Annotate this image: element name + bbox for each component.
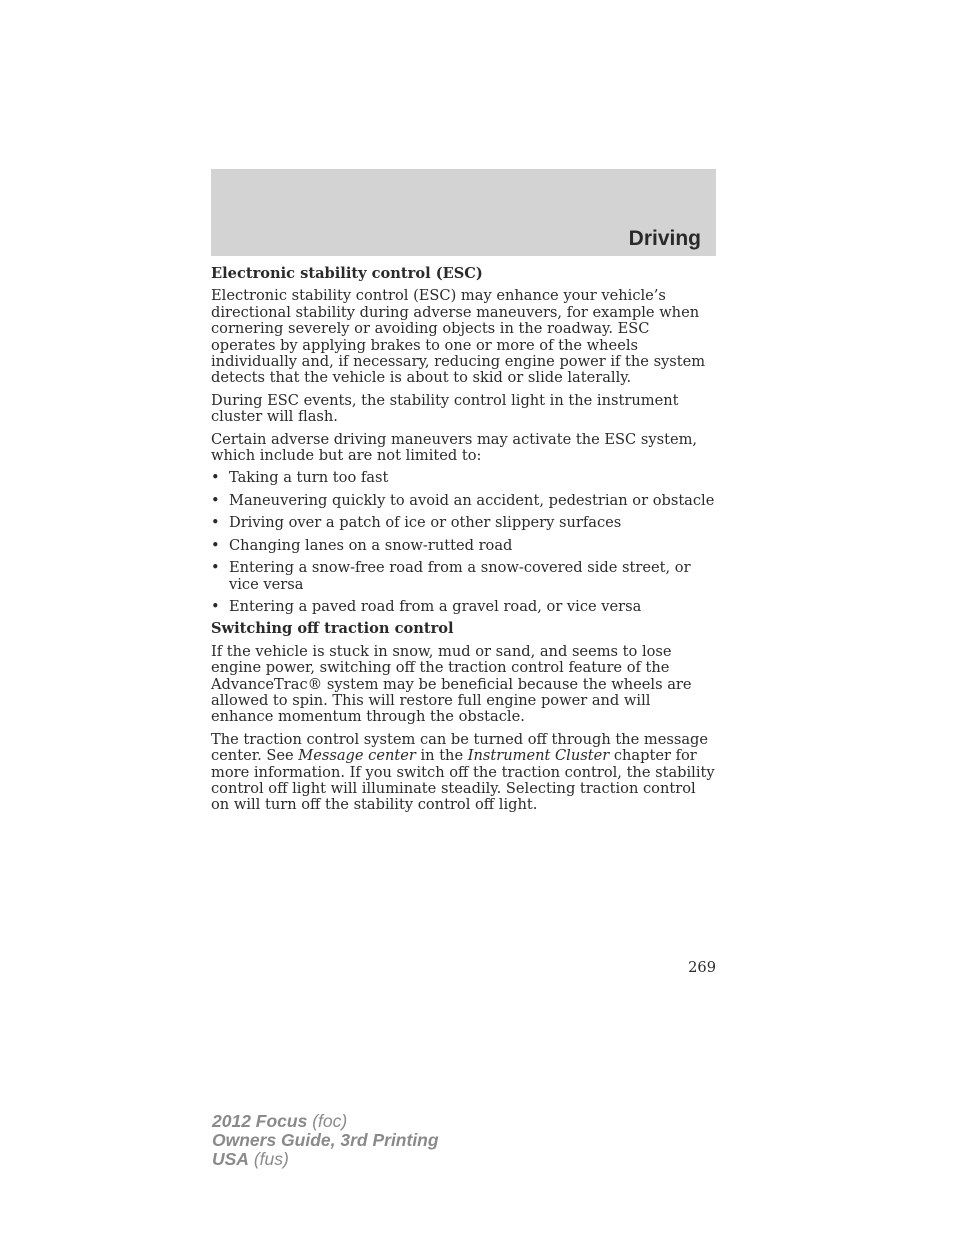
bullet-icon: •: [211, 536, 220, 554]
list-item: [211, 515, 716, 531]
esc-maneuver-list: [211, 470, 716, 615]
traction-text-a: The traction control system can be turned off through the message center. See: [211, 730, 709, 765]
bullet-icon: •: [211, 597, 220, 615]
list-item: [211, 538, 716, 554]
footer-market-code: (fus): [253, 1149, 289, 1169]
footer-line-1: [212, 1112, 439, 1131]
traction-text-c: chapter for more information. If you switch off the traction control, the stability control off light will illuminate steadily. Selecting traction control on will turn off the stability control off light.: [211, 747, 715, 814]
esc-paragraph-2: During ESC events, the stability control light in the instrument cluster will flash.: [211, 391, 679, 426]
list-item-text: Changing lanes on a snow-rutted road: [229, 536, 513, 554]
bullet-icon: •: [211, 559, 220, 577]
footer-model-code: (foc): [312, 1111, 348, 1131]
page-content: [211, 266, 716, 820]
list-item-text: Entering a snow-free road from a snow-covered side street, or vice versa: [229, 559, 691, 593]
list-item-text: Driving over a patch of ice or other slippery surfaces: [229, 514, 622, 532]
instrument-cluster-reference: Instrument Cluster: [467, 747, 610, 765]
footer-guide: Owners Guide, 3rd Printing: [212, 1130, 439, 1150]
message-center-reference: Message center: [298, 747, 416, 765]
list-item: [211, 560, 716, 593]
footer-line-2: [212, 1131, 439, 1150]
document-footer: [212, 1112, 439, 1169]
traction-paragraph-2: [211, 732, 716, 814]
bullet-icon: •: [211, 514, 220, 532]
traction-text-b: in the: [415, 747, 468, 765]
traction-paragraph-1: If the vehicle is stuck in snow, mud or sand, and seems to lose engine power, switching off the traction control feature of the AdvanceTrac® system may be beneficial because the wheels are allowed to spin. This will restore full engine power and will enhance momentum through the obstacle.: [211, 642, 692, 726]
page-number: 269: [688, 959, 716, 976]
section-header-band: [211, 169, 716, 256]
footer-market: USA: [212, 1149, 249, 1169]
esc-heading: Electronic stability control (ESC): [211, 265, 483, 282]
list-item: [211, 470, 716, 486]
list-item-text: Entering a paved road from a gravel road, or vice versa: [229, 597, 642, 615]
section-title: Driving: [628, 227, 701, 250]
esc-paragraph-1: Electronic stability control (ESC) may enhance your vehicle’s directional stability during adverse maneuvers, for example when cornering severely or avoiding objects in the roadway. ESC operates by applying brakes to one or more of the wheels individually and, if necessary, reducing engine power if the system detects that the vehicle is about to skid or slide laterally.: [211, 287, 706, 387]
list-item-text: Taking a turn too fast: [229, 469, 389, 487]
footer-model: 2012 Focus: [212, 1111, 308, 1131]
bullet-icon: •: [211, 491, 220, 509]
list-item-text: Maneuvering quickly to avoid an accident, pedestrian or obstacle: [229, 491, 715, 509]
bullet-icon: •: [211, 469, 220, 487]
esc-paragraph-3: Certain adverse driving maneuvers may activate the ESC system, which include but are not limited to:: [211, 430, 698, 465]
list-item: [211, 599, 716, 615]
list-item: [211, 493, 716, 509]
footer-line-3: [212, 1150, 439, 1169]
traction-heading: Switching off traction control: [211, 620, 454, 638]
